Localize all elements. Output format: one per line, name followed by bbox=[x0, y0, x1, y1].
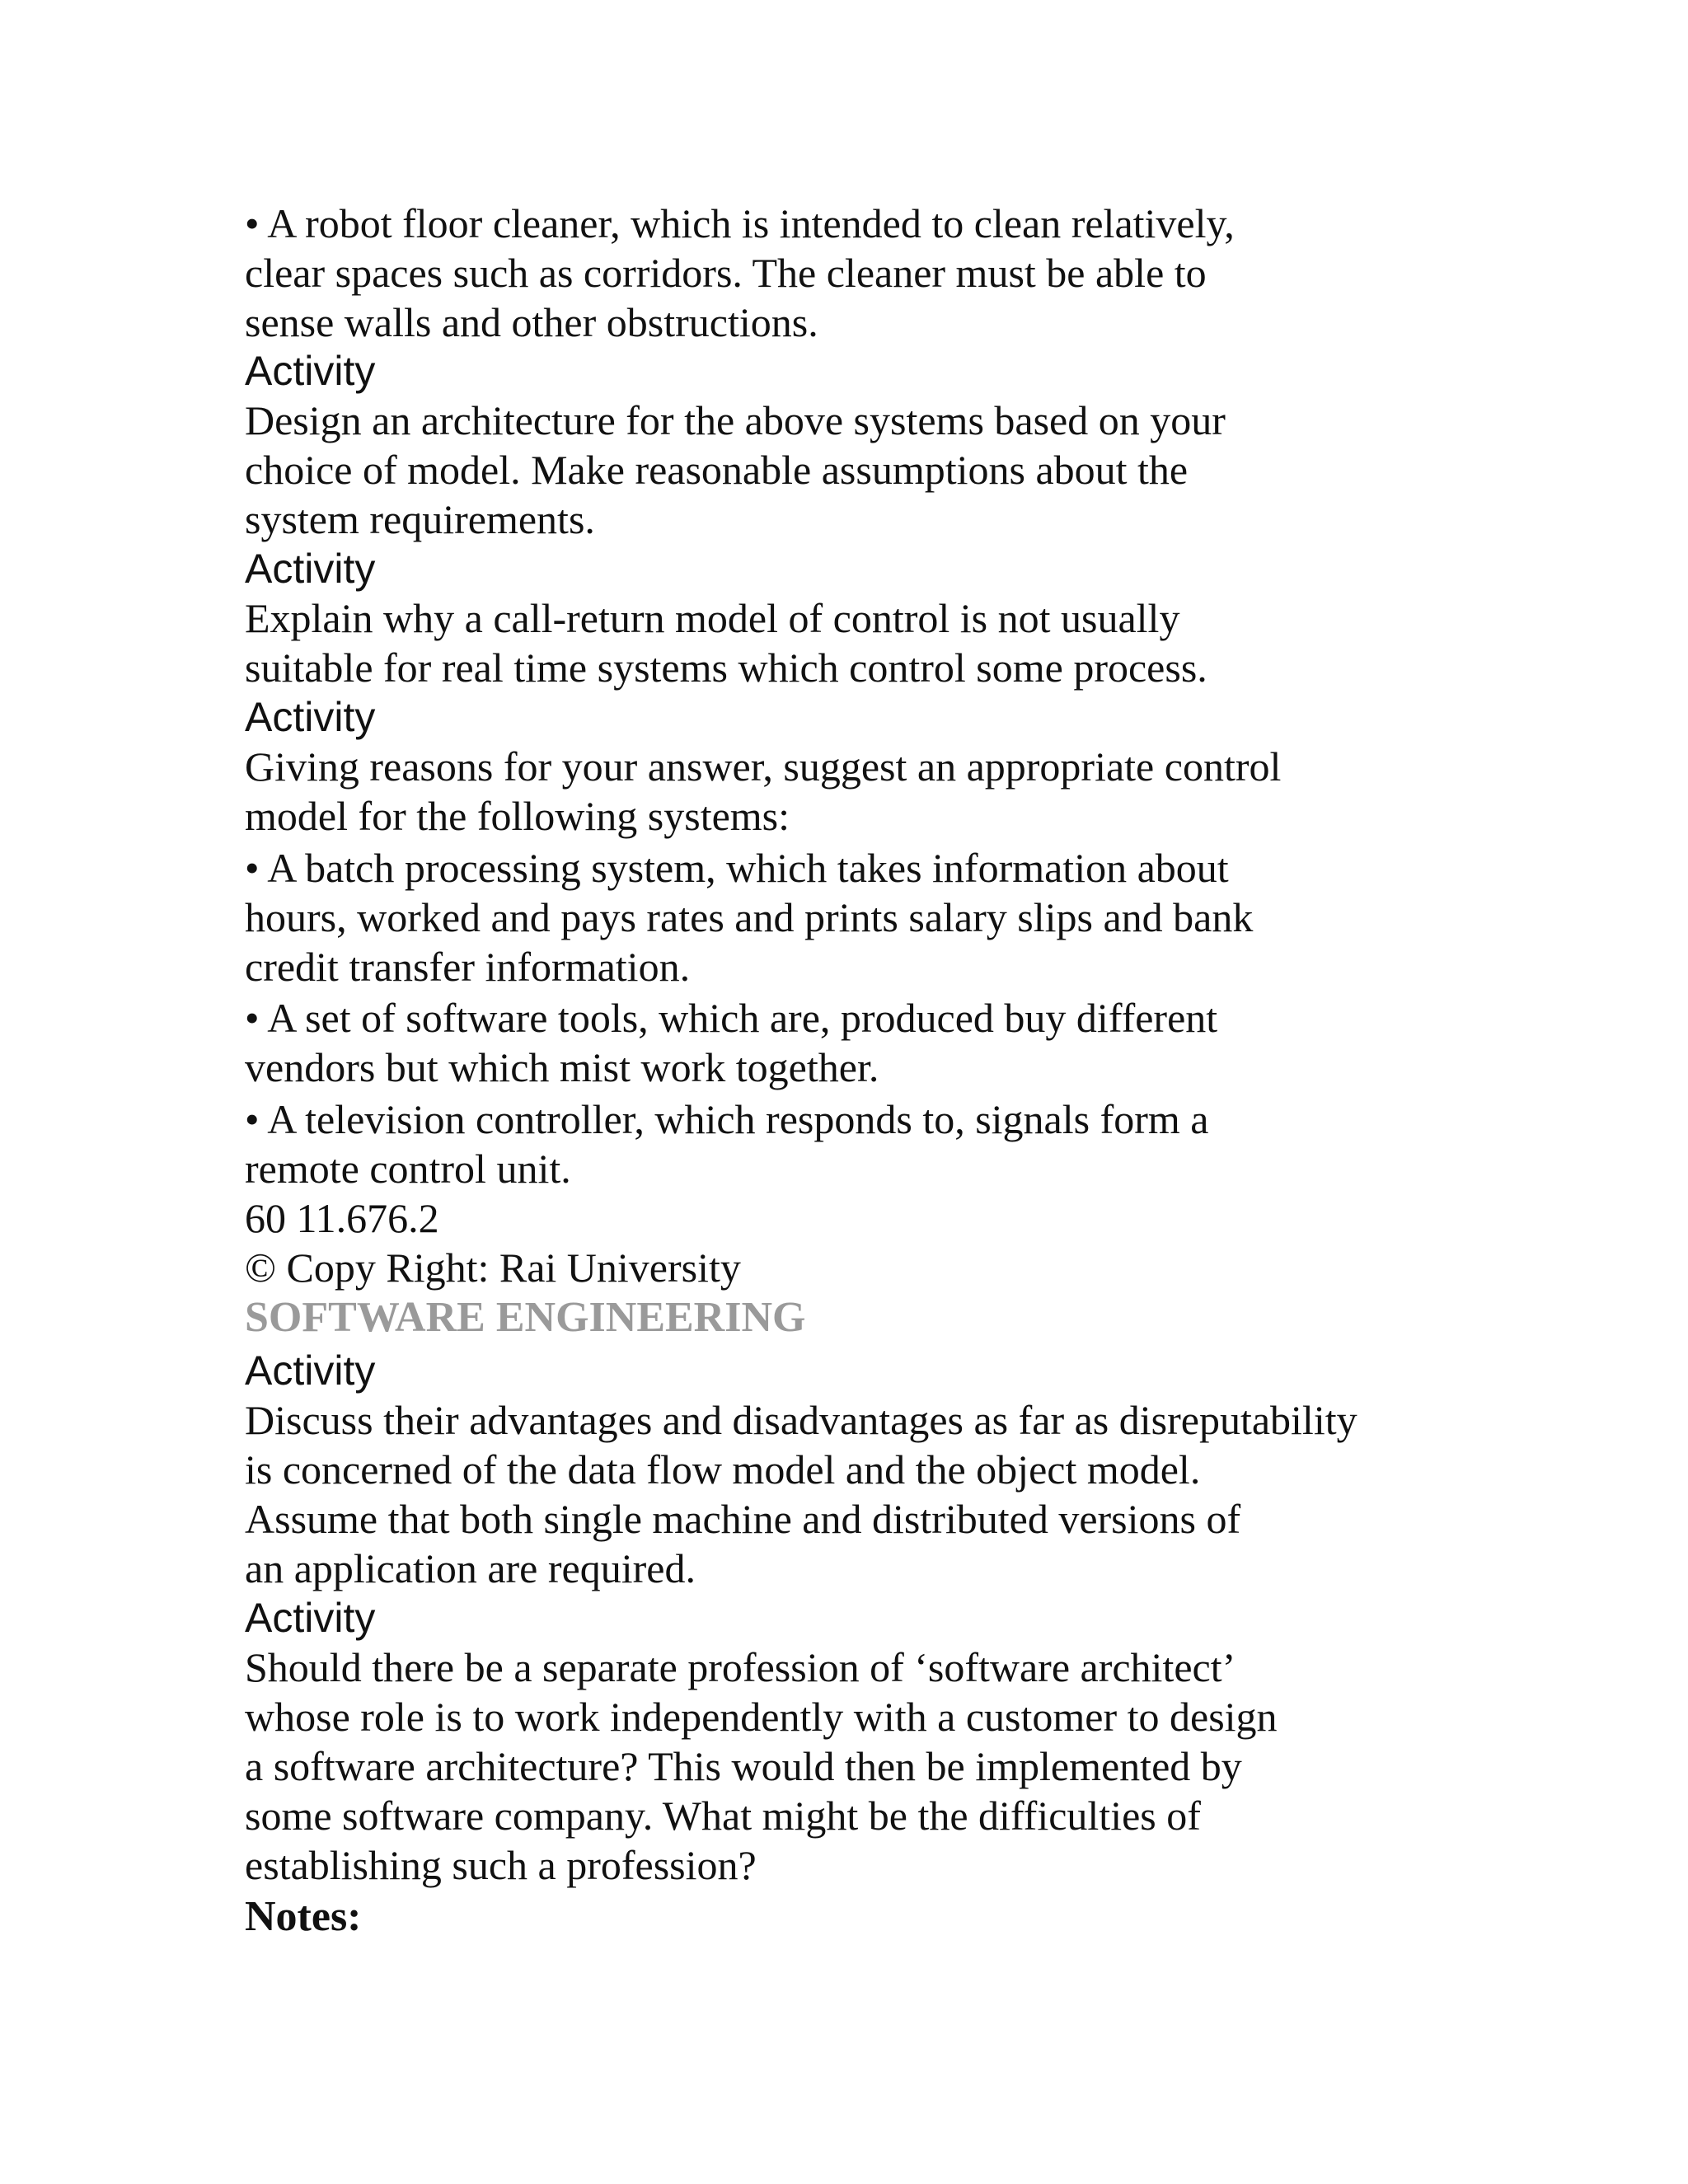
tv-bullet-line-2: remote control unit. bbox=[245, 1146, 571, 1192]
activity-3-line-2: model for the following systems: bbox=[245, 793, 790, 839]
batch-bullet-line-3: credit transfer information. bbox=[245, 944, 691, 990]
activity-2-line-2: suitable for real time systems which control some process. bbox=[245, 644, 1207, 691]
activity-4-line-3: Assume that both single machine and distributed versions of bbox=[245, 1496, 1241, 1542]
batch-bullet-line-2: hours, worked and pays rates and prints salary slips and bank bbox=[245, 894, 1254, 940]
activity-3-line-1: Giving reasons for your answer, suggest an appropriate control bbox=[245, 743, 1282, 790]
batch-bullet-line-1: • A batch processing system, which takes information about bbox=[245, 845, 1229, 891]
activity-1-line-2: choice of model. Make reasonable assumptions about the bbox=[245, 447, 1189, 493]
page-number: 60 11.676.2 bbox=[245, 1195, 439, 1241]
activity-4-line-4: an application are required. bbox=[245, 1545, 696, 1591]
activity-5-line-5: establishing such a profession? bbox=[245, 1842, 757, 1888]
activity-4-line-1: Discuss their advantages and disadvantages as far as disreputability bbox=[245, 1397, 1357, 1443]
activity-5-heading: Activity bbox=[245, 1595, 376, 1641]
activity-2-line-1: Explain why a call-return model of control is not usually bbox=[245, 595, 1180, 641]
robot-bullet-line-3: sense walls and other obstructions. bbox=[245, 299, 818, 345]
activity-3-heading: Activity bbox=[245, 694, 376, 740]
activity-2-heading: Activity bbox=[245, 546, 376, 592]
tools-bullet-line-1: • A set of software tools, which are, produced buy different bbox=[245, 995, 1218, 1041]
activity-5-line-4: some software company. What might be the difficulties of bbox=[245, 1793, 1201, 1839]
tools-bullet-line-2: vendors but which mist work together. bbox=[245, 1044, 879, 1090]
copyright-notice: © Copy Right: Rai University bbox=[245, 1244, 741, 1291]
activity-5-line-1: Should there be a separate profession of ‘software architect’ bbox=[245, 1644, 1236, 1690]
activity-1-line-1: Design an architecture for the above systems based on your bbox=[245, 397, 1226, 443]
activity-4-heading: Activity bbox=[245, 1347, 376, 1394]
activity-5-line-2: whose role is to work independently with a customer to design bbox=[245, 1694, 1278, 1740]
section-title: SOFTWARE ENGINEERING bbox=[245, 1294, 806, 1341]
activity-4-line-2: is concerned of the data flow model and the object model. bbox=[245, 1446, 1201, 1493]
robot-bullet-line-1: • A robot floor cleaner, which is intended to clean relatively, bbox=[245, 200, 1235, 246]
activity-5-line-3: a software architecture? This would then be implemented by bbox=[245, 1743, 1242, 1789]
activity-1-line-3: system requirements. bbox=[245, 496, 595, 542]
robot-bullet-line-2: clear spaces such as corridors. The cleaner must be able to bbox=[245, 250, 1207, 296]
tv-bullet-line-1: • A television controller, which responds to, signals form a bbox=[245, 1096, 1209, 1142]
activity-1-heading: Activity bbox=[245, 348, 376, 394]
notes-label: Notes: bbox=[245, 1893, 362, 1940]
